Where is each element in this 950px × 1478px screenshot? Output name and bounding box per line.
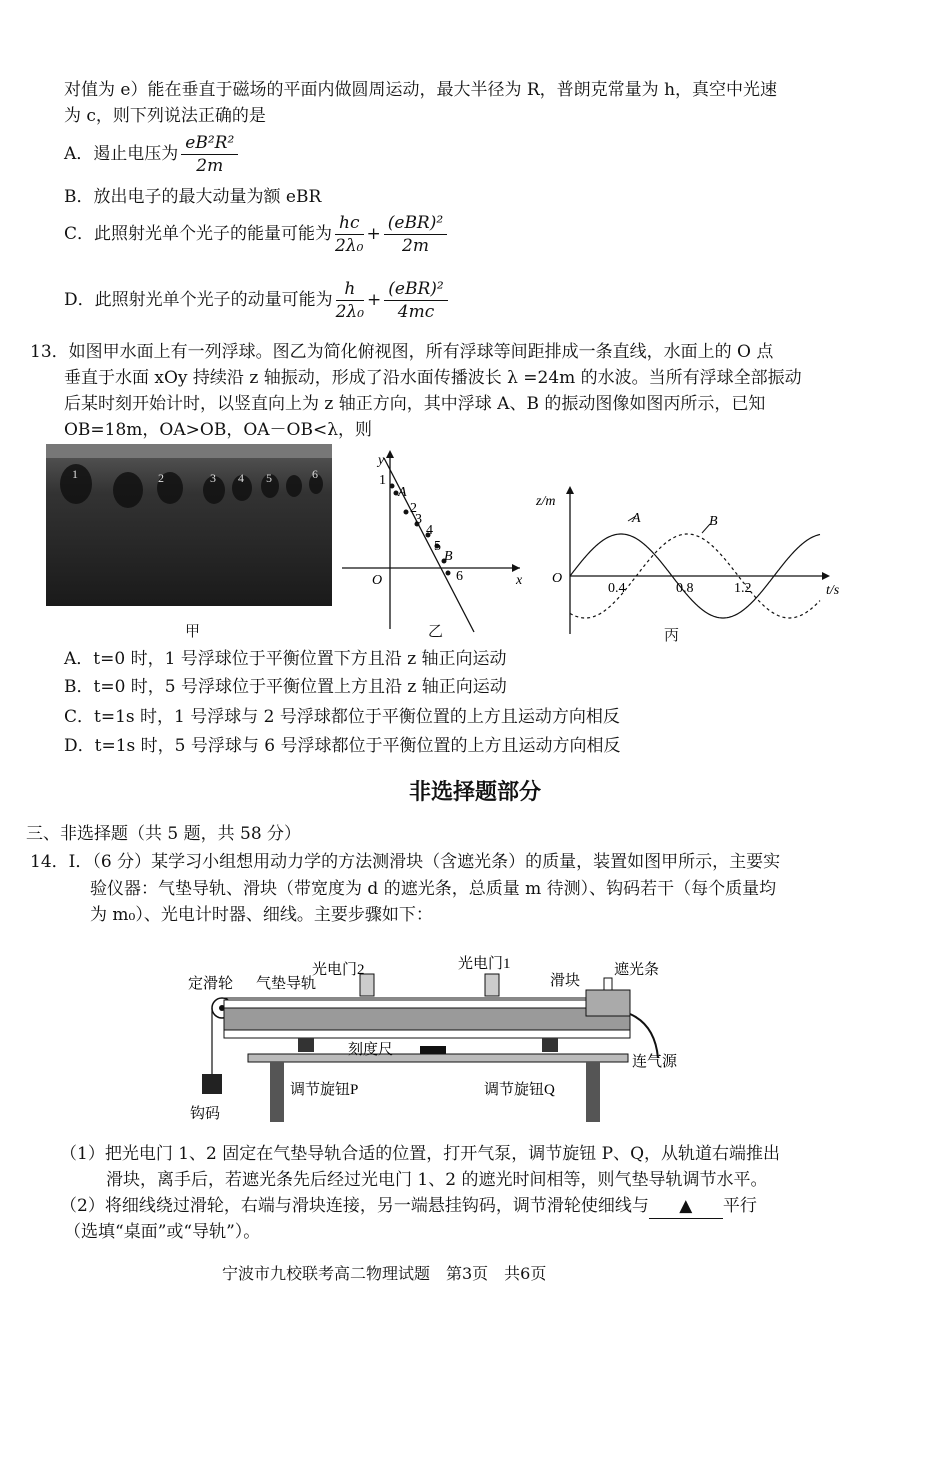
part3-heading: 三、非选择题（共 5 题，共 58 分） xyxy=(26,824,302,844)
q12-option-d: D．此照射光单个光子的动量可能为 $\frac{h}{\text{2λ₀}}$ + $\frac{\text{(eBR)²}}{4mc}$ xyxy=(64,278,451,323)
figure-yi-diagram xyxy=(332,444,532,634)
q12-option-c: C．此照射光单个光子的能量可能为 $\frac{hc}{\text{2λ₀}}$ + $\frac{\text{(eBR)²}}{2m}$ xyxy=(64,212,450,257)
q12-option-b: B．放出电子的最大动量为额 eBR xyxy=(64,187,322,207)
fraction: $\frac{\text{eB²R²}}{2m}$ xyxy=(181,132,238,177)
ball-number: 3 xyxy=(210,471,216,485)
ball-number: 1 xyxy=(72,467,78,481)
point-label: 1 xyxy=(379,473,386,488)
q13-option-b: B．t=0 时，5 号浮球位于平衡位置上方且沿 z 轴正向运动 xyxy=(64,677,507,697)
q13-option-a: A．t=0 时，1 号浮球位于平衡位置下方且沿 z 轴正向运动 xyxy=(64,649,507,669)
q13-line1: 13．如图甲水面上有一列浮球。图乙为简化俯视图，所有浮球等间距排成一条直线，水面上的 O 点 xyxy=(30,342,774,362)
tick-label: 1.2 xyxy=(734,581,752,596)
series-b-label: B xyxy=(709,514,718,529)
origin-label: O xyxy=(552,571,563,586)
label-scale: 刻度尺 xyxy=(348,1042,394,1058)
q14-line1: 14．I．（6 分）某学习小组想用动力学的方法测滑块（含遮光条）的质量，装置如图甲所示，主要实 xyxy=(30,852,781,872)
q14-step1-line2: 滑块，离手后，若遮光条先后经过光电门 1、2 的遮光时间相等，则气垫导轨调节水平。 xyxy=(106,1170,768,1190)
q13-line3: 后某时刻开始计时，以竖直向上为 z 轴正方向，其中浮球 A、B 的振动图像如图丙所示，已知 xyxy=(64,394,766,414)
figure-bing-graph xyxy=(532,480,850,640)
point-label: 6 xyxy=(456,569,463,584)
label-gate1: 光电门1 xyxy=(458,956,511,972)
page-footer: 宁波市九校联考高二物理试题 第3页 共6页 xyxy=(222,1264,547,1283)
q13-option-c: C．t=1s 时，1 号浮球与 2 号浮球都位于平衡位置的上方且运动方向相反 xyxy=(64,707,620,727)
label-weight: 钩码 xyxy=(190,1106,221,1122)
axis-z-label: z/m xyxy=(536,494,556,509)
fraction: $\frac{hc}{\text{2λ₀}}$ xyxy=(335,213,364,256)
label-slider: 滑块 xyxy=(550,973,581,989)
fraction: $\frac{\text{(eBR)²}}{2m}$ xyxy=(384,212,447,257)
apparatus-diagram xyxy=(180,950,710,1125)
ball-number: 4 xyxy=(238,471,244,485)
q13-option-d: D．t=1s 时，5 号浮球与 6 号浮球都位于平衡位置的上方且运动方向相反 xyxy=(64,736,621,756)
axis-x-label: x xyxy=(516,573,523,588)
series-a-label: A xyxy=(632,511,641,526)
q14-line2: 验仪器：气垫导轨、滑块（带宽度为 d 的遮光条，总质量 m 待测）、钩码若干（每个质量均 xyxy=(90,879,777,899)
caption-jia: 甲 xyxy=(185,622,201,640)
caption-bing: 丙 xyxy=(664,626,680,644)
label-pulley: 定滑轮 xyxy=(188,976,234,992)
q14-line3: 为 m₀）、光电计时器、细线。主要步骤如下： xyxy=(90,905,433,925)
q13-line2: 垂直于水面 xOy 持续沿 z 轴振动，形成了沿水面传播波长 λ =24m 的水波。当所有浮球全部振动 xyxy=(64,368,802,388)
answer-blank[interactable]: ▲ xyxy=(649,1194,723,1219)
q14-step2-line2: （选填“桌面”或“导轨”）。 xyxy=(64,1222,261,1242)
axis-y-label: y xyxy=(378,453,385,468)
section-title: 非选择题部分 xyxy=(408,780,541,805)
q12-option-a: A．遏止电压为 $\frac{\text{eB²R²}}{2m}$ xyxy=(64,132,241,177)
point-label: 5 xyxy=(434,539,441,554)
label-knob-q: 调节旋钮Q xyxy=(484,1082,555,1098)
figure-jia-photo xyxy=(46,444,332,606)
ball-number: 5 xyxy=(266,471,272,485)
label-air: 连气源 xyxy=(632,1054,678,1070)
ball-number: 6 xyxy=(312,467,318,481)
point-label: A xyxy=(398,485,407,500)
tick-label: 0.4 xyxy=(608,581,626,596)
tick-label: 0.8 xyxy=(676,581,694,596)
axis-t-label: t/s xyxy=(826,583,840,598)
label-strip: 遮光条 xyxy=(614,962,660,978)
q14-step2-line1: （2）将细线绕过滑轮，右端与滑块连接，另一端悬挂钩码，调节滑轮使细线与 ▲ 平行 xyxy=(60,1194,757,1219)
q13-line4: OB=18m，OA>OB，OA－OB<λ，则 xyxy=(64,420,372,440)
fraction: $\frac{\text{(eBR)²}}{4mc}$ xyxy=(384,278,447,323)
ball-number: 2 xyxy=(158,471,164,485)
q12-intro-line1: 对值为 e）能在垂直于磁场的平面内做圆周运动，最大半径为 R，普朗克常量为 h，真空中光速 xyxy=(64,80,778,100)
point-label: 4 xyxy=(426,523,433,538)
fraction: $\frac{h}{\text{2λ₀}}$ xyxy=(335,279,365,322)
label-knob-p: 调节旋钮P xyxy=(290,1082,359,1098)
q12-intro-line2: 为 c，则下列说法正确的是 xyxy=(64,106,266,126)
point-label: B xyxy=(444,549,453,564)
label-gate2: 光电门2 xyxy=(312,962,365,978)
origin-label: O xyxy=(372,573,383,588)
caption-yi: 乙 xyxy=(428,622,444,640)
point-label: 3 xyxy=(415,512,422,527)
label-rail: 气垫导轨 xyxy=(256,976,317,992)
q14-step1-line1: （1）把光电门 1、2 固定在气垫导轨合适的位置，打开气泵，调节旋钮 P、Q，从轨道右端推出 xyxy=(60,1144,781,1164)
point-label: 2 xyxy=(410,501,417,516)
